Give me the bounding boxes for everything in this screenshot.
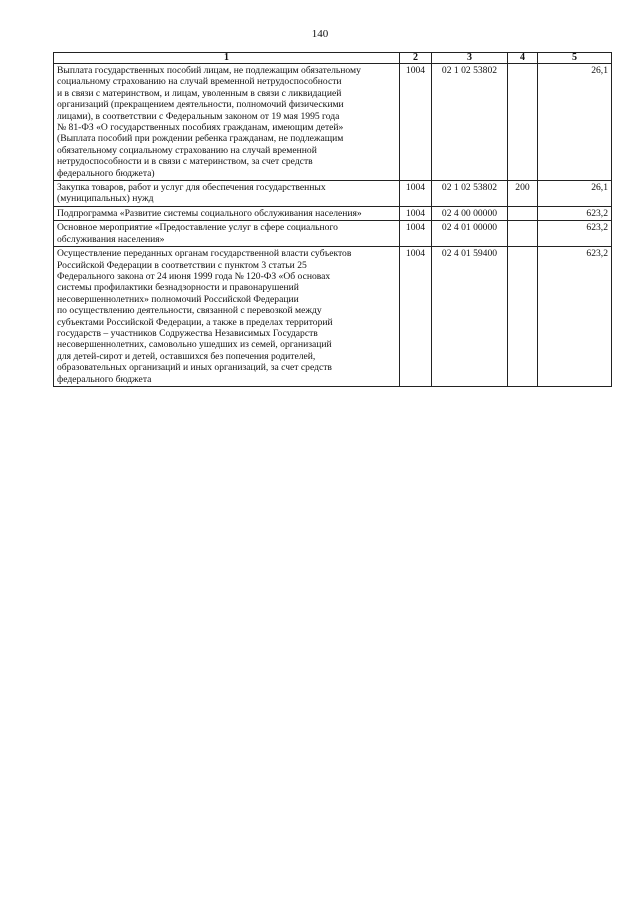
description-line: организаций (прекращением деятельности, полномочий физическими [57, 99, 344, 111]
header-col-4: 4 [508, 53, 538, 64]
description-line: обязательному социальному страхованию на случай временной [57, 144, 317, 156]
row-description [54, 247, 400, 387]
description-line: федерального бюджета [57, 373, 152, 385]
row-expense-type [508, 221, 538, 247]
row-amount: 623,2 [538, 206, 612, 220]
description-line: несовершеннолетних» полномочий Российской Федерации [57, 293, 299, 305]
description-line: системы профилактики безнадзорности и правонарушений [57, 282, 299, 294]
row-expense-type [508, 64, 538, 181]
description-line: Закупка товаров, работ и услуг для обеспечения государственных [57, 182, 326, 194]
description-line: несовершеннолетних, самовольно ушедших из семей, организаций [57, 339, 332, 351]
budget-table [53, 52, 612, 387]
description-line: (муниципальных) нужд [57, 193, 154, 205]
table-row [54, 247, 612, 387]
page-number: 140 [311, 28, 329, 40]
description-line: федерального бюджета) [57, 167, 155, 179]
row-target-article: 02 4 01 59400 [432, 247, 508, 387]
table-header [54, 53, 612, 64]
description-line: Осуществление переданных органам государственной власти субъектов [57, 248, 352, 260]
row-expense-type [508, 247, 538, 387]
description-line: образовательных организаций и иных организаций, за счет средств [57, 362, 332, 374]
row-description [54, 64, 400, 181]
row-amount: 623,2 [538, 221, 612, 247]
description-line: Основное мероприятие «Предоставление услуг в сфере социального [57, 222, 338, 234]
description-line: социальному страхованию на случай временной нетрудоспособности [57, 76, 342, 88]
row-description [54, 221, 400, 247]
row-section: 1004 [400, 206, 432, 220]
row-amount: 26,1 [538, 64, 612, 181]
row-target-article: 02 1 02 53802 [432, 181, 508, 207]
row-target-article: 02 4 00 00000 [432, 206, 508, 220]
table-row [54, 181, 612, 207]
header-col-5: 5 [538, 53, 612, 64]
row-target-article: 02 1 02 53802 [432, 64, 508, 181]
description-line: для детей-сирот и детей, оставшихся без попечения родителей, [57, 350, 316, 362]
header-row [54, 53, 612, 64]
description-line: по осуществлению деятельности, связанной с перевозкой между [57, 305, 322, 317]
table-row [54, 64, 612, 181]
description-line: субъектами Российской Федерации, а также в пределах территорий [57, 316, 333, 328]
row-section: 1004 [400, 181, 432, 207]
row-expense-type: 200 [508, 181, 538, 207]
row-expense-type [508, 206, 538, 220]
description-line: нетрудоспособности и в связи с материнством, за счет средств [57, 156, 313, 168]
description-line: лицами), в соответствии с Федеральным законом от 19 мая 1995 года [57, 110, 340, 122]
header-col-3: 3 [432, 53, 508, 64]
table-body [54, 64, 612, 387]
row-section: 1004 [400, 247, 432, 387]
row-target-article: 02 4 01 00000 [432, 221, 508, 247]
description-line: (Выплата пособий при рождении ребенка гражданам, не подлежащим [57, 133, 344, 145]
row-amount: 623,2 [538, 247, 612, 387]
row-section: 1004 [400, 221, 432, 247]
row-amount: 26,1 [538, 181, 612, 207]
header-col-2: 2 [400, 53, 432, 64]
description-line: обслуживания населения» [57, 233, 165, 245]
description-line: Российской Федерации в соответствии с пунктом 3 статьи 25 [57, 259, 307, 271]
description-line: Федерального закона от 24 июня 1999 года № 120-ФЗ «Об основах [57, 270, 331, 282]
description-line: и в связи с материнством, и лицам, уволенным в связи с ликвидацией [57, 87, 342, 99]
description-line: № 81-ФЗ «О государственных пособиях гражданам, имеющим детей» [57, 122, 344, 134]
description-line: Выплата государственных пособий лицам, не подлежащим обязательному [57, 65, 361, 76]
table-row [54, 221, 612, 247]
description-line: Подпрограмма «Развитие системы социального обслуживания населения» [57, 207, 362, 219]
table-row [54, 206, 612, 220]
row-description [54, 206, 400, 220]
row-description [54, 181, 400, 207]
header-col-1: 1 [54, 53, 400, 64]
row-section: 1004 [400, 64, 432, 181]
description-line: государств – участников Содружества Независимых Государств [57, 327, 318, 339]
